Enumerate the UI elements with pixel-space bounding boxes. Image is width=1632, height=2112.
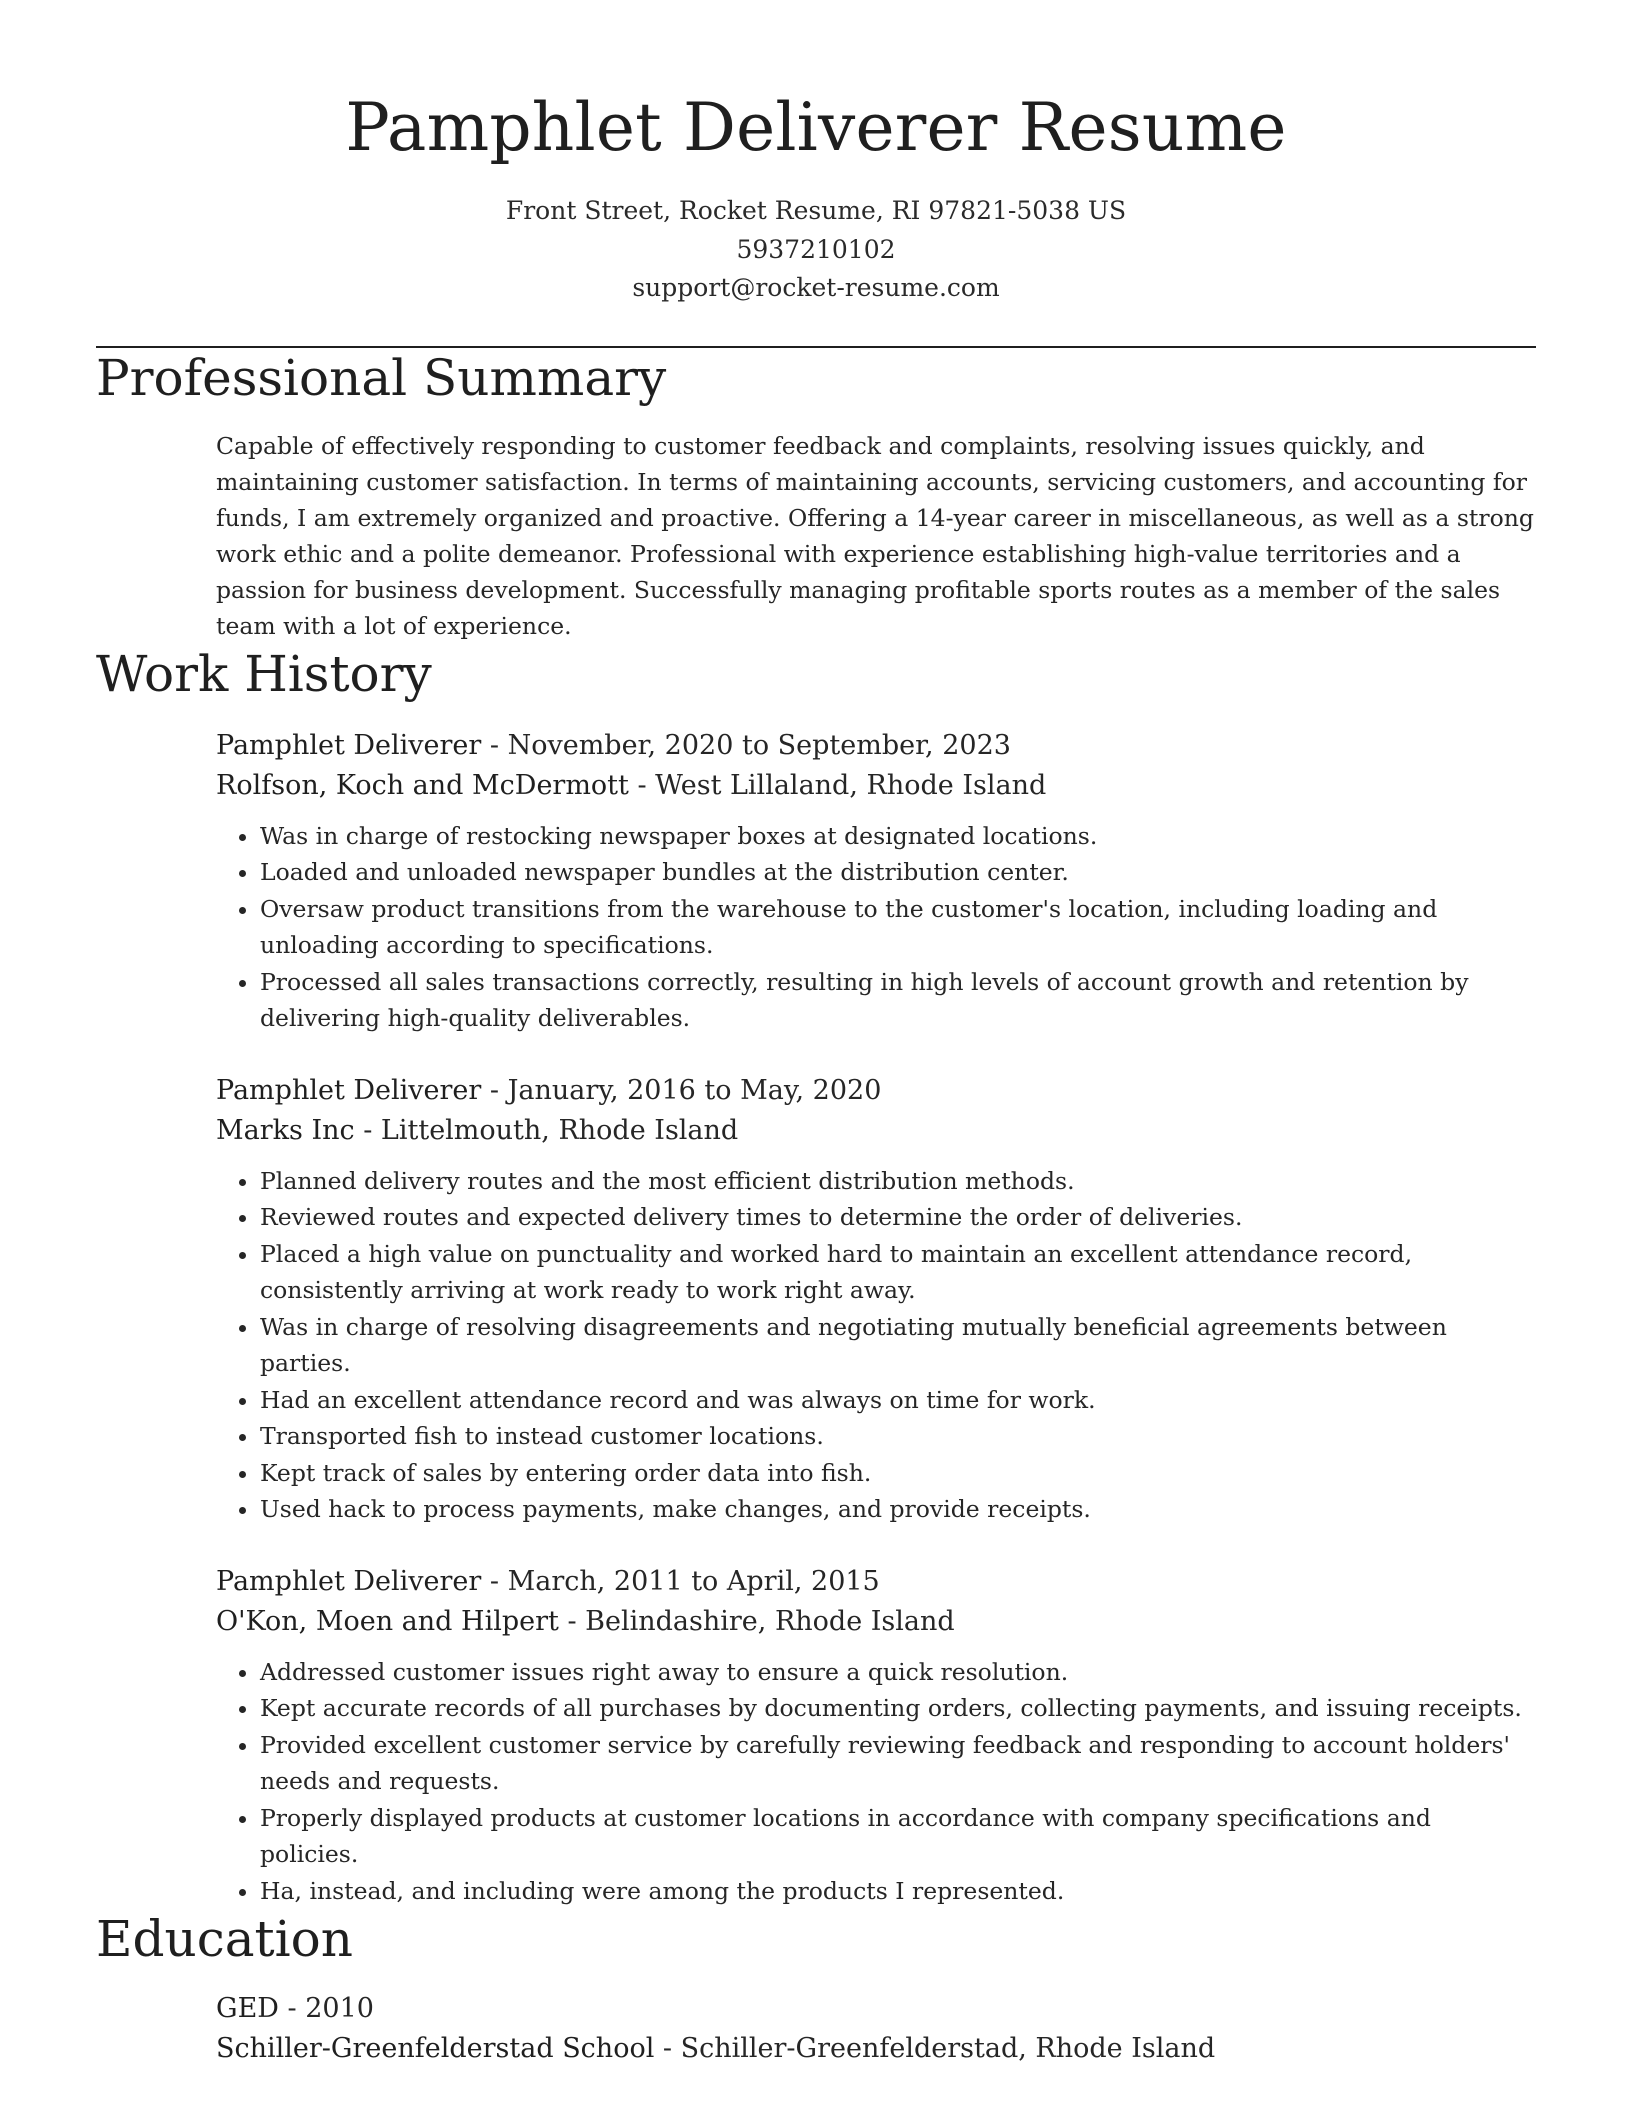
job-dates: - March, 2011 to April, 2015 [481,1565,880,1597]
summary-heading: Professional Summary [96,348,667,407]
resume-title: Pamphlet Deliverer Resume [345,89,1287,166]
job-title-line [216,1562,1536,1602]
email-text: support@rocket-resume.com [632,273,1000,302]
contact-info [96,192,1536,308]
list-item: • Kept track of sales by entering order data into fish. [260,1455,1536,1492]
list-item: • Loaded and unloaded newspaper bundles at the distribution center. [260,854,1536,891]
job-bullets [216,1163,1536,1528]
job-entry [216,1071,1536,1528]
resume-page [96,0,1536,2069]
job-company: Marks Inc [216,1114,355,1146]
list-item: • Processed all sales transactions correctly, resulting in high levels of account growth and retention by delivering high-quality deliverables. [260,964,1536,1037]
job-entry [216,1562,1536,1910]
degree-line [216,1989,1536,2029]
summary-text: Capable of effectively responding to customer feedback and complaints, resolving issues quickly, and maintaining customer satisfaction. In terms of maintaining accounts, servicing customers, and accounting for funds, I am extremely organized and proactive. Offering a 14-year career in miscellaneous, as well as a strong work ethic and a polite demeanor. Professional with experience establishing high-value territories and a passion for business development. Successfully managing profitable sports routes as a member of the sales team with a lot of experience. [216,431,1534,640]
job-location: - Littelmouth, Rhode Island [354,1114,739,1146]
job-company-line [216,1111,1536,1151]
job-company-line [216,1602,1536,1642]
list-item: • Oversaw product transitions from the warehouse to the customer's location, including loading and unloading according to specifications. [260,891,1536,964]
list-item: • Used hack to process payments, make changes, and provide receipts. [260,1491,1536,1528]
job-company: O'Kon, Moen and Hilpert [216,1605,559,1637]
phone-text: 5937210102 [736,234,896,264]
list-item: • Was in charge of resolving disagreements and negotiating mutually beneficial agreements between parties. [260,1309,1536,1382]
job-dates: - January, 2016 to May, 2020 [481,1074,882,1106]
job-company-line [216,766,1536,806]
list-item: • Transported fish to instead customer locations. [260,1418,1536,1455]
list-item: • Addressed customer issues right away to ensure a quick resolution. [260,1654,1536,1691]
job-title-line [216,1071,1536,1111]
list-item: • Provided excellent customer service by carefully reviewing feedback and responding to account holders' needs and requests. [260,1727,1536,1800]
list-item: • Kept accurate records of all purchases by documenting orders, collecting payments, and issuing receipts. [260,1690,1536,1727]
job-bullets [216,818,1536,1037]
school-line [216,2029,1536,2069]
degree-year: - 2010 [278,1993,374,2024]
job-company: Rolfson, Koch and McDermott [216,769,629,801]
school-name: Schiller-Greenfelderstad School [216,2033,655,2064]
job-title: Pamphlet Deliverer [216,729,482,761]
job-dates: - November, 2020 to September, 2023 [481,729,1011,761]
education-entry [216,1989,1536,2069]
education-heading: Education [96,1910,353,1968]
job-title: Pamphlet Deliverer [216,1074,482,1106]
job-title: Pamphlet Deliverer [216,1565,482,1597]
job-entry [216,726,1536,1037]
job-location: - West Lillaland, Rhode Island [628,769,1047,801]
list-item: • Placed a high value on punctuality and worked hard to maintain an excellent attendance record, consistently arriving at work ready to work right away. [260,1236,1536,1309]
list-item: • Was in charge of restocking newspaper boxes at designated locations. [260,818,1536,855]
address-text: Front Street, Rocket Resume, RI 97821-5038 US [505,196,1127,225]
job-title-line [216,726,1536,766]
job-bullets [216,1654,1536,1910]
list-item: • Reviewed routes and expected delivery times to determine the order of deliveries. [260,1199,1536,1236]
list-item: • Had an excellent attendance record and was always on time for work. [260,1382,1536,1419]
list-item: • Planned delivery routes and the most efficient distribution methods. [260,1163,1536,1200]
list-item: • Ha, instead, and including were among the products I represented. [260,1873,1536,1910]
school-location: - Schiller-Greenfelderstad, Rhode Island [654,2033,1216,2064]
list-item: • Properly displayed products at customer locations in accordance with company specifications and policies. [260,1800,1536,1873]
resume-header [96,0,1536,308]
degree: GED [216,1993,279,2024]
job-location: - Belindashire, Rhode Island [558,1605,955,1637]
work-history-heading: Work History [96,644,432,703]
